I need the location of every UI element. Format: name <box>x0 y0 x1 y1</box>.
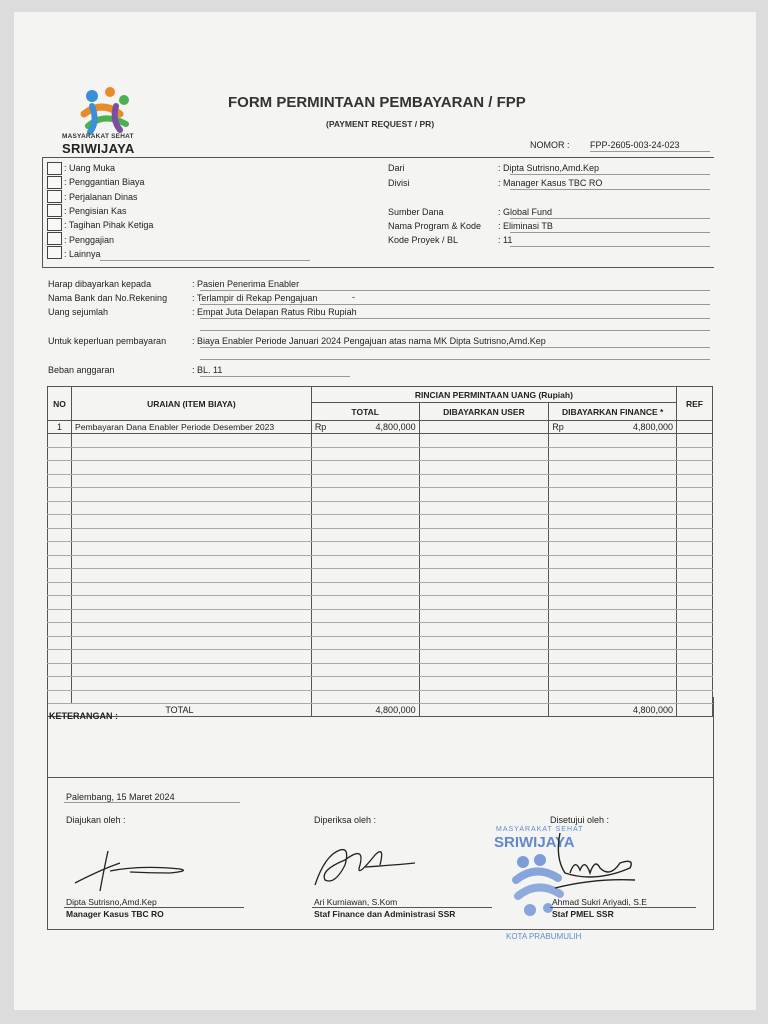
row-total-currency: Rp <box>314 422 327 432</box>
form-subtitle: (PAYMENT REQUEST / PR) <box>326 119 435 129</box>
checkbox-label: : Penggantian Biaya <box>64 177 145 187</box>
nomor-value: FPP-2605-003-24-023 <box>590 140 680 150</box>
blank-row <box>48 650 713 664</box>
finance-total-value: 4,800,000 <box>549 704 677 717</box>
keperluan-label: Untuk keperluan pembayaran <box>48 336 167 346</box>
blank-row <box>48 677 713 691</box>
signature-disetujui <box>535 828 645 898</box>
checkbox-label: : Pengisian Kas <box>64 206 127 216</box>
disetujui-label: Disetujui oleh : <box>550 815 610 825</box>
blank-row <box>48 515 713 529</box>
signature-diajukan <box>70 845 210 895</box>
blank-row <box>48 461 713 475</box>
header-divider <box>42 157 714 158</box>
blank-row <box>48 447 713 461</box>
kepada-label: Harap dibayarkan kepada <box>48 279 152 289</box>
diperiksa-name: Ari Kurniawan, S.Kom <box>314 897 398 907</box>
place-date: Palembang, 15 Maret 2024 <box>66 792 175 802</box>
col-ref-header: REF <box>677 387 713 421</box>
diperiksa-title: Staf Finance dan Administrasi SSR <box>314 909 456 919</box>
nomor-label: NOMOR : <box>530 140 570 150</box>
blank-row <box>48 542 713 556</box>
keterangan-label: KETERANGAN : <box>49 711 118 721</box>
blank-row <box>48 528 713 542</box>
blank-row <box>48 569 713 583</box>
checkbox-label: : Penggajian <box>64 235 115 245</box>
stamp-bottom-text: KOTA PRABUMULIH <box>506 932 582 941</box>
lainnya-underline <box>100 260 310 261</box>
checkbox-penggajian[interactable] <box>47 232 62 245</box>
keperluan-underline-2 <box>200 359 710 360</box>
item-table <box>47 386 713 717</box>
program-label: Nama Program & Kode <box>388 221 482 231</box>
dari-underline <box>510 174 710 175</box>
col-uraian-header: URAIAN (ITEM BIAYA) <box>71 387 311 421</box>
col-user-header: DIBAYARKAN USER <box>419 403 549 421</box>
proyek-value: : 11 <box>498 235 513 245</box>
place-date-underline <box>64 802 240 803</box>
blank-row <box>48 434 713 448</box>
diajukan-underline <box>64 907 244 908</box>
checkbox-label: : Uang Muka <box>64 163 116 173</box>
col-total-header: TOTAL <box>311 403 419 421</box>
checkbox-uang-muka[interactable] <box>47 162 62 175</box>
blank-row <box>48 474 713 488</box>
col-finance-header: DIBAYARKAN FINANCE * <box>549 403 677 421</box>
diajukan-name: Dipta Sutrisno,Amd.Kep <box>66 897 157 907</box>
blank-row <box>48 596 713 610</box>
blank-row <box>48 623 713 637</box>
table-row <box>48 421 713 434</box>
disetujui-underline <box>550 907 696 908</box>
signature-diperiksa <box>305 835 425 895</box>
beban-underline <box>200 376 350 377</box>
row-total <box>311 421 419 434</box>
proyek-underline <box>510 246 710 247</box>
kepada-value: : Pasien Penerima Enabler <box>192 279 300 289</box>
keperluan-underline <box>200 347 710 348</box>
kepada-underline <box>200 290 710 291</box>
row-finance <box>549 421 677 434</box>
disetujui-name: Ahmad Sukri Ariyadi, S.E <box>552 897 647 907</box>
blank-row <box>48 582 713 596</box>
program-value: : Eliminasi TB <box>498 221 553 231</box>
blank-row <box>48 501 713 515</box>
bank-label: Nama Bank dan No.Rekening <box>48 293 168 303</box>
table-header-row <box>48 387 713 403</box>
beban-value: : BL. 11 <box>192 365 223 375</box>
blank-row <box>48 636 713 650</box>
form-title: FORM PERMINTAAN PEMBAYARAN / FPP <box>228 94 526 111</box>
blank-row <box>48 609 713 623</box>
sejumlah-value: : Empat Juta Delapan Ratus Ribu Rupiah <box>192 307 357 317</box>
divisi-label: Divisi <box>388 178 410 188</box>
divisi-underline <box>510 189 710 190</box>
diperiksa-underline <box>312 907 492 908</box>
checkbox-lainnya[interactable] <box>47 246 62 259</box>
beban-label: Beban anggaran <box>48 365 115 375</box>
checkbox-label: : Tagihan Pihak Ketiga <box>64 220 154 230</box>
blank-row <box>48 488 713 502</box>
blank-row <box>48 555 713 569</box>
total-value: 4,800,000 <box>311 704 419 717</box>
row-ref <box>677 421 713 434</box>
keperluan-value: : Biaya Enabler Periode Januari 2024 Pengajuan atas nama MK Dipta Sutrisno,Amd.Kep <box>192 336 546 346</box>
sumber-dana-underline <box>510 218 710 219</box>
total-label: TOTAL <box>48 704 312 717</box>
row-no: 1 <box>48 421 72 434</box>
stamp-top-text: MASYARAKAT SEHAT <box>496 826 584 833</box>
sejumlah-label: Uang sejumlah <box>48 307 109 317</box>
row-uraian: Pembayaran Dana Enabler Periode Desember 2023 <box>71 421 311 434</box>
logo-tagline: MASYARAKAT SEHAT <box>62 133 134 140</box>
checkbox-section-border <box>42 157 43 267</box>
bank-mark: - <box>352 292 355 302</box>
blank-row <box>48 663 713 677</box>
keterangan-box <box>47 697 714 778</box>
row-finance-amount: 4,800,000 <box>632 422 673 432</box>
dari-value: : Dipta Sutrisno,Amd.Kep <box>498 163 600 173</box>
col-no-header: NO <box>48 387 72 421</box>
sumber-dana-label: Sumber Dana <box>388 207 444 217</box>
diperiksa-label: Diperiksa oleh : <box>314 815 377 825</box>
sumber-dana-value: : Global Fund <box>498 207 553 217</box>
section-divider <box>42 267 714 268</box>
col-rincian-header: RINCIAN PERMINTAAN UANG (Rupiah) <box>311 387 676 403</box>
logo-name: SRIWIJAYA <box>62 141 135 156</box>
diajukan-label: Diajukan oleh : <box>66 815 126 825</box>
diajukan-title: Manager Kasus TBC RO <box>66 909 164 919</box>
program-underline <box>510 232 710 233</box>
row-total-amount: 4,800,000 <box>375 422 416 432</box>
bank-underline <box>200 304 710 305</box>
checkbox-tagihan-pihak-ketiga[interactable] <box>47 218 62 231</box>
checkbox-penggantian-biaya[interactable] <box>47 176 62 189</box>
checkbox-perjalanan-dinas[interactable] <box>47 190 62 203</box>
row-finance-currency: Rp <box>552 422 564 432</box>
sejumlah-underline <box>200 318 710 319</box>
nomor-underline <box>590 151 710 152</box>
checkbox-label: : Perjalanan Dinas <box>64 192 138 202</box>
stamp-name: SRIWIJAYA <box>494 834 575 851</box>
proyek-label: Kode Proyek / BL <box>388 235 459 245</box>
row-user <box>419 421 549 434</box>
sejumlah-underline-2 <box>200 330 710 331</box>
dari-label: Dari <box>388 163 405 173</box>
disetujui-title: Staf PMEL SSR <box>552 909 614 919</box>
bank-value: : Terlampir di Rekap Pengajuan <box>192 293 318 303</box>
checkbox-label: : Lainnya <box>64 249 101 259</box>
checkbox-pengisian-kas[interactable] <box>47 204 62 217</box>
divisi-value: : Manager Kasus TBC RO <box>498 178 603 188</box>
